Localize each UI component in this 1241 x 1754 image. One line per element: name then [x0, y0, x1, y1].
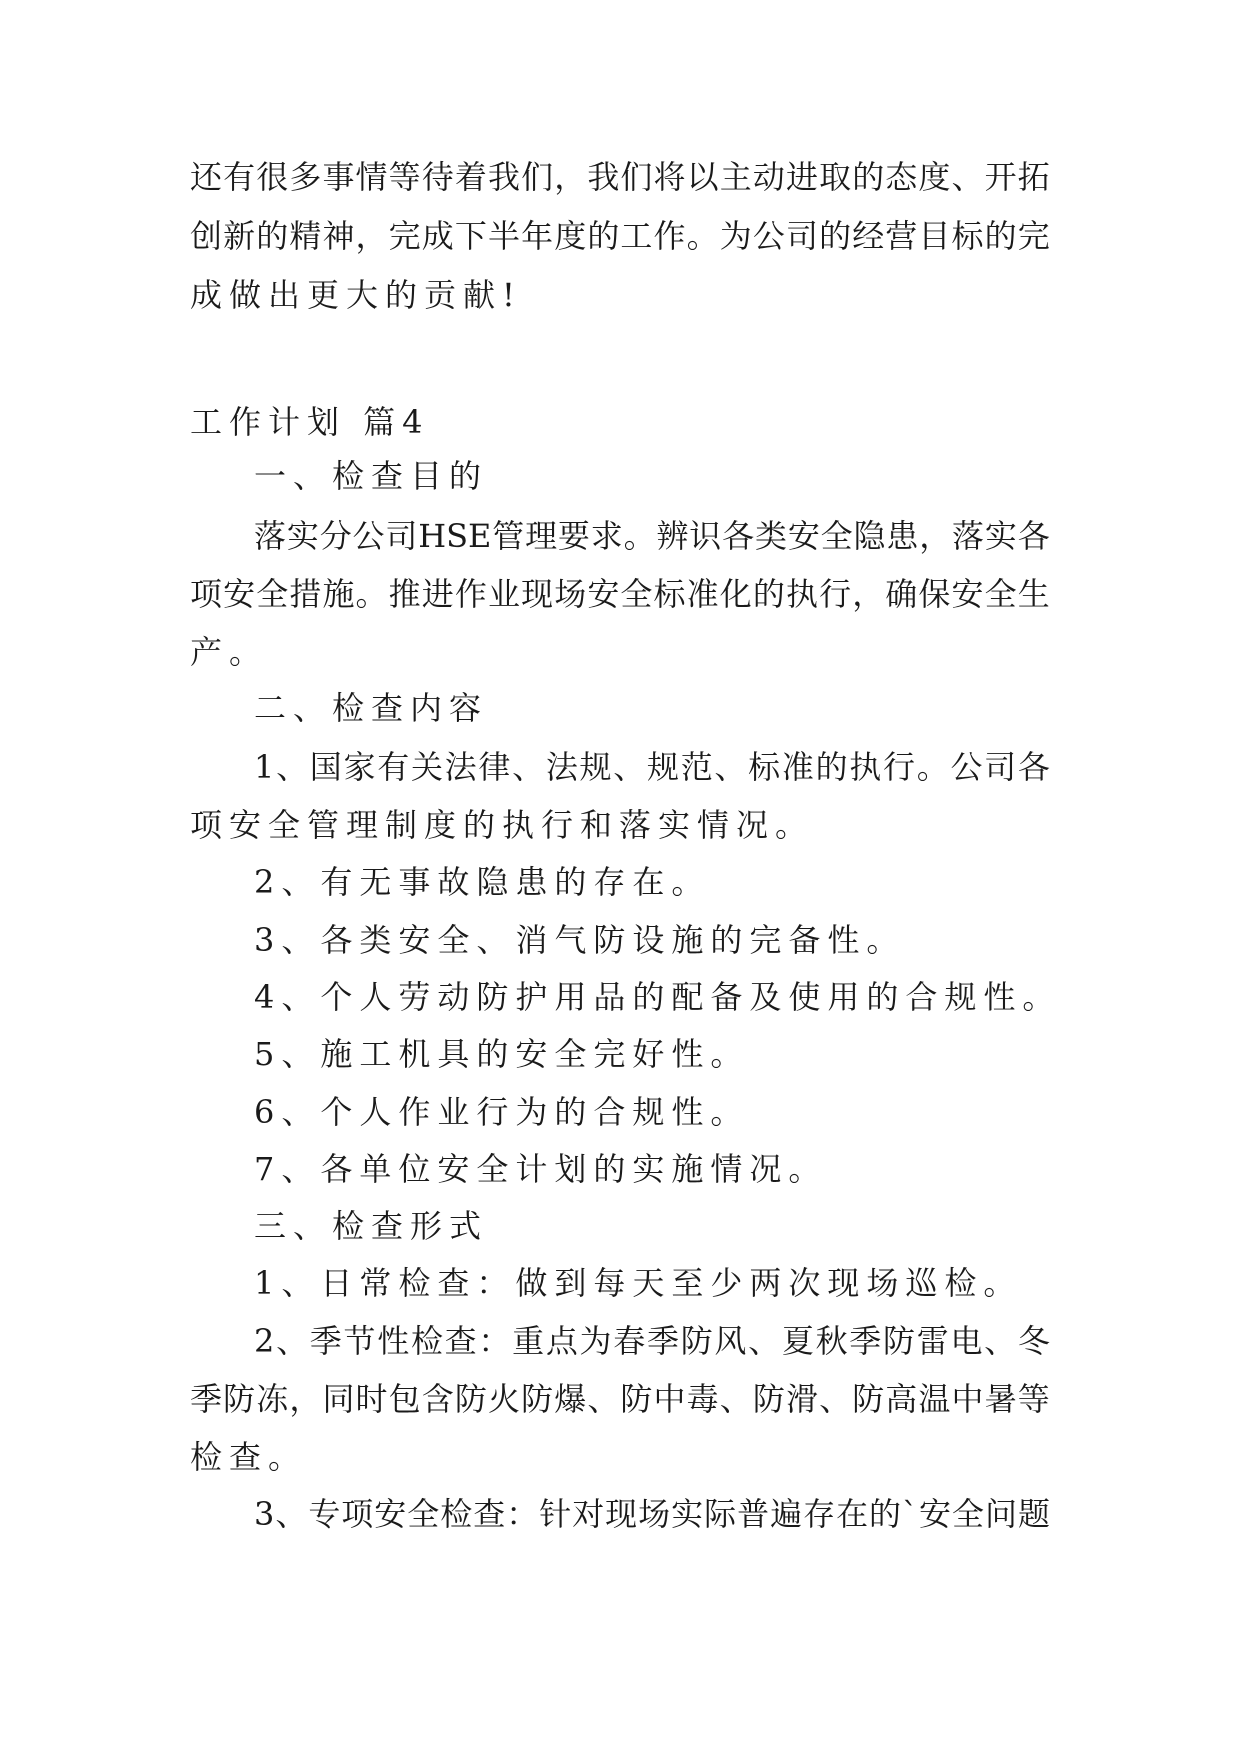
glyph: 公 [352, 517, 385, 555]
glyph: 拓 [1017, 158, 1050, 196]
glyph: 、 [276, 1322, 309, 1360]
glyph: 夏 [781, 1322, 814, 1360]
glyph: 3 [254, 1495, 275, 1533]
glyph: 业 [487, 575, 520, 613]
glyph: 现 [605, 1495, 638, 1533]
glyph: 还 [190, 158, 223, 196]
glyph: 国 [309, 748, 342, 786]
glyph: 半 [487, 217, 520, 255]
glyph: 开 [984, 158, 1017, 196]
list-item [254, 738, 1050, 796]
glyph: 问 [984, 1495, 1017, 1533]
glyph: 求 [590, 517, 623, 555]
glyph: 点 [545, 1322, 578, 1360]
glyph: 执 [785, 575, 818, 613]
glyph: 成 [421, 217, 454, 255]
glyph: 规 [646, 748, 679, 786]
glyph: 识 [689, 517, 722, 555]
list-item: 3、各类安全、消气防设施的完备性。 [254, 921, 906, 959]
glyph: 行 [883, 748, 916, 786]
glyph: 规 [579, 748, 612, 786]
glyph: 项 [341, 1495, 374, 1533]
glyph: 的 [587, 217, 620, 255]
glyph: 春 [613, 1322, 646, 1360]
glyph: 重 [512, 1322, 545, 1360]
glyph: 性 [377, 1322, 410, 1360]
list-item: 4、个人劳动防护用品的配备及使用的合规性。 [254, 978, 1062, 1016]
list-item [254, 1312, 1050, 1370]
glyph: 管 [492, 517, 525, 555]
glyph: 作 [454, 575, 487, 613]
paragraph-line [190, 565, 1050, 623]
glyph: 暑 [984, 1380, 1017, 1418]
section-heading: 工作计划 篇4 [190, 403, 430, 441]
glyph: 施 [322, 575, 355, 613]
glyph: 际 [704, 1495, 737, 1533]
glyph: 、 [276, 748, 309, 786]
glyph: 季 [309, 1322, 342, 1360]
glyph: 检 [440, 1495, 473, 1533]
glyph: 安 [919, 1495, 952, 1533]
glyph: 专 [308, 1495, 341, 1533]
glyph: 家 [343, 748, 376, 786]
glyph: 冻 [256, 1380, 289, 1418]
glyph: 普 [737, 1495, 770, 1533]
glyph: 、 [714, 748, 747, 786]
glyph: 电 [950, 1322, 983, 1360]
glyph: 年 [521, 217, 554, 255]
glyph: 全 [951, 1495, 984, 1533]
glyph: 司 [785, 217, 818, 255]
list-item-continuation: 项安全管理制度的执行和落实情况。 [190, 806, 815, 844]
glyph: 工 [620, 217, 653, 255]
glyph: 、 [587, 1380, 620, 1418]
glyph: 公 [752, 217, 785, 255]
glyph: 滑 [785, 1380, 818, 1418]
glyph: 秋 [815, 1322, 848, 1360]
glyph: 中 [951, 1380, 984, 1418]
glyph: 全 [620, 575, 653, 613]
glyph: 理 [525, 517, 558, 555]
glyph: 营 [885, 217, 918, 255]
glyph: 季 [190, 1380, 223, 1418]
glyph: 司 [984, 748, 1017, 786]
glyph: ， [919, 517, 952, 555]
glyph: 防 [620, 1380, 653, 1418]
glyph: 化 [719, 575, 752, 613]
glyph: 对 [572, 1495, 605, 1533]
glyph: 查 [473, 1495, 506, 1533]
glyph: 我 [487, 158, 520, 196]
glyph: 推 [388, 575, 421, 613]
glyph: 律 [478, 748, 511, 786]
glyph: 雷 [916, 1322, 949, 1360]
glyph: 。 [916, 748, 949, 786]
glyph: 情 [355, 158, 388, 196]
glyph: 经 [852, 217, 885, 255]
glyph: 毒 [686, 1380, 719, 1418]
glyph: 的 [819, 217, 852, 255]
glyph: 、 [819, 1380, 852, 1418]
glyph: 冬 [1017, 1322, 1050, 1360]
glyph: 的 [869, 1495, 902, 1533]
glyph: 关 [410, 748, 443, 786]
glyph: 高 [885, 1380, 918, 1418]
glyph: 患 [886, 517, 919, 555]
glyph: 公 [950, 748, 983, 786]
glyph: 。 [623, 517, 656, 555]
glyph: 各 [722, 517, 755, 555]
glyph: 保 [918, 575, 951, 613]
glyph: 落 [952, 517, 985, 555]
glyph: 安 [951, 575, 984, 613]
glyph: 各 [1017, 748, 1050, 786]
glyph: 要 [557, 517, 590, 555]
glyph: 全 [256, 575, 289, 613]
glyph: 将 [653, 158, 686, 196]
glyph: 们 [620, 158, 653, 196]
glyph: 创 [190, 217, 223, 255]
glyph: 防 [521, 1380, 554, 1418]
glyph: 针 [539, 1495, 572, 1533]
glyph: 风 [714, 1322, 747, 1360]
list-item: 2、有无事故隐患的存在。 [254, 863, 711, 901]
glyph: 含 [421, 1380, 454, 1418]
glyph: 安 [374, 1495, 407, 1533]
glyph: 季 [646, 1322, 679, 1360]
glyph: 的 [752, 575, 785, 613]
glyph: ， [554, 158, 587, 196]
glyph: 完 [388, 217, 421, 255]
glyph: 法 [545, 748, 578, 786]
glyph: 准 [781, 748, 814, 786]
glyph: 标 [748, 748, 781, 786]
glyph: 中 [653, 1380, 686, 1418]
glyph: ， [355, 217, 388, 255]
glyph: 很 [256, 158, 289, 196]
glyph: 全 [984, 575, 1017, 613]
list-item-continuation: 检查。 [190, 1438, 308, 1476]
paragraph-line [190, 148, 1050, 206]
glyph: 度 [918, 158, 951, 196]
glyph: 生 [1017, 575, 1050, 613]
subsection-heading: 一、检查目的 [254, 457, 489, 495]
glyph: 为 [719, 217, 752, 255]
glyph: 检 [410, 1322, 443, 1360]
glyph: ： [506, 1495, 539, 1533]
glyph: 包 [388, 1380, 421, 1418]
list-item-continuation [190, 1370, 1050, 1428]
glyph: 度 [554, 217, 587, 255]
glyph: 完 [1017, 217, 1050, 255]
glyph: 场 [554, 575, 587, 613]
glyph: 司 [385, 517, 418, 555]
glyph: 防 [223, 1380, 256, 1418]
glyph: 。 [686, 217, 719, 255]
glyph: 全 [820, 517, 853, 555]
list-item: 1、日常检查：做到每天至少两次现场巡检。 [254, 1264, 1023, 1302]
glyph: ， [289, 1380, 322, 1418]
glyph: 题 [1017, 1495, 1050, 1533]
glyph: 遍 [770, 1495, 803, 1533]
list-item: 5、施工机具的安全完好性。 [254, 1035, 750, 1073]
glyph: 防 [454, 1380, 487, 1418]
glyph: 动 [752, 158, 785, 196]
glyph: 执 [849, 748, 882, 786]
glyph: 各 [1017, 517, 1050, 555]
glyph: 的 [984, 217, 1017, 255]
paragraph-line: 产。 [190, 633, 269, 671]
glyph: 的 [852, 158, 885, 196]
glyph: 有 [377, 748, 410, 786]
glyph: 安 [787, 517, 820, 555]
glyph: 防 [883, 1322, 916, 1360]
glyph: 温 [918, 1380, 951, 1418]
glyph: 隐 [853, 517, 886, 555]
list-item: 7、各单位安全计划的实施情况。 [254, 1150, 828, 1188]
glyph: ， [852, 575, 885, 613]
glyph: 实 [984, 517, 1017, 555]
glyph: 的 [815, 748, 848, 786]
glyph: 、 [512, 748, 545, 786]
glyph: 1 [254, 748, 275, 786]
glyph: 辨 [656, 517, 689, 555]
glyph: 火 [487, 1380, 520, 1418]
glyph: 落 [254, 517, 287, 555]
glyph: 着 [454, 158, 487, 196]
glyph: 为 [579, 1322, 612, 1360]
glyph: 新 [223, 217, 256, 255]
glyph: 防 [852, 1380, 885, 1418]
glyph: 神 [322, 217, 355, 255]
glyph: 时 [355, 1380, 388, 1418]
glyph: 查 [444, 1322, 477, 1360]
glyph: 取 [819, 158, 852, 196]
glyph: 待 [421, 158, 454, 196]
glyph: HSE [418, 517, 492, 555]
glyph: 们 [521, 158, 554, 196]
glyph: 法 [444, 748, 477, 786]
glyph: 实 [671, 1495, 704, 1533]
glyph: 、 [719, 1380, 752, 1418]
glyph: 多 [289, 158, 322, 196]
list-item: 6、个人作业行为的合规性。 [254, 1093, 750, 1131]
glyph: 安 [587, 575, 620, 613]
glyph: 。 [355, 575, 388, 613]
glyph: 等 [388, 158, 421, 196]
glyph: 目 [918, 217, 951, 255]
glyph: 防 [752, 1380, 785, 1418]
glyph: 下 [454, 217, 487, 255]
glyph: 季 [849, 1322, 882, 1360]
glyph: 实 [286, 517, 319, 555]
glyph: 、 [951, 158, 984, 196]
glyph: 现 [521, 575, 554, 613]
subsection-heading: 二、检查内容 [254, 689, 489, 727]
glyph: 项 [190, 575, 223, 613]
glyph: 、 [613, 748, 646, 786]
paragraph-line [190, 207, 1050, 265]
paragraph-line: 成做出更大的贡献! [190, 276, 522, 314]
glyph: 爆 [554, 1380, 587, 1418]
glyph: 事 [322, 158, 355, 196]
glyph: 2 [254, 1322, 275, 1360]
glyph: 态 [885, 158, 918, 196]
paragraph-line [254, 507, 1050, 565]
glyph: 作 [653, 217, 686, 255]
glyph: 主 [719, 158, 752, 196]
glyph: 在 [836, 1495, 869, 1533]
glyph: 精 [289, 217, 322, 255]
glyph: 同 [322, 1380, 355, 1418]
glyph: 等 [1017, 1380, 1050, 1418]
glyph: 、 [984, 1322, 1017, 1360]
glyph: 全 [407, 1495, 440, 1533]
glyph: ： [478, 1322, 511, 1360]
glyph: 范 [680, 748, 713, 786]
glyph: ` [902, 1495, 919, 1533]
glyph: 行 [819, 575, 852, 613]
glyph: 、 [748, 1322, 781, 1360]
glyph: 分 [319, 517, 352, 555]
glyph: 类 [754, 517, 787, 555]
glyph: 以 [686, 158, 719, 196]
glyph: 进 [421, 575, 454, 613]
glyph: 节 [343, 1322, 376, 1360]
glyph: 防 [680, 1322, 713, 1360]
glyph: 、 [275, 1495, 308, 1533]
glyph: 进 [785, 158, 818, 196]
glyph: 措 [289, 575, 322, 613]
glyph: 场 [638, 1495, 671, 1533]
glyph: 安 [223, 575, 256, 613]
glyph: 标 [951, 217, 984, 255]
subsection-heading: 三、检查形式 [254, 1207, 489, 1245]
glyph: 我 [587, 158, 620, 196]
glyph: 确 [885, 575, 918, 613]
list-item [254, 1485, 1050, 1543]
glyph: 存 [803, 1495, 836, 1533]
glyph: 有 [223, 158, 256, 196]
glyph: 的 [256, 217, 289, 255]
glyph: 准 [686, 575, 719, 613]
glyph: 标 [653, 575, 686, 613]
